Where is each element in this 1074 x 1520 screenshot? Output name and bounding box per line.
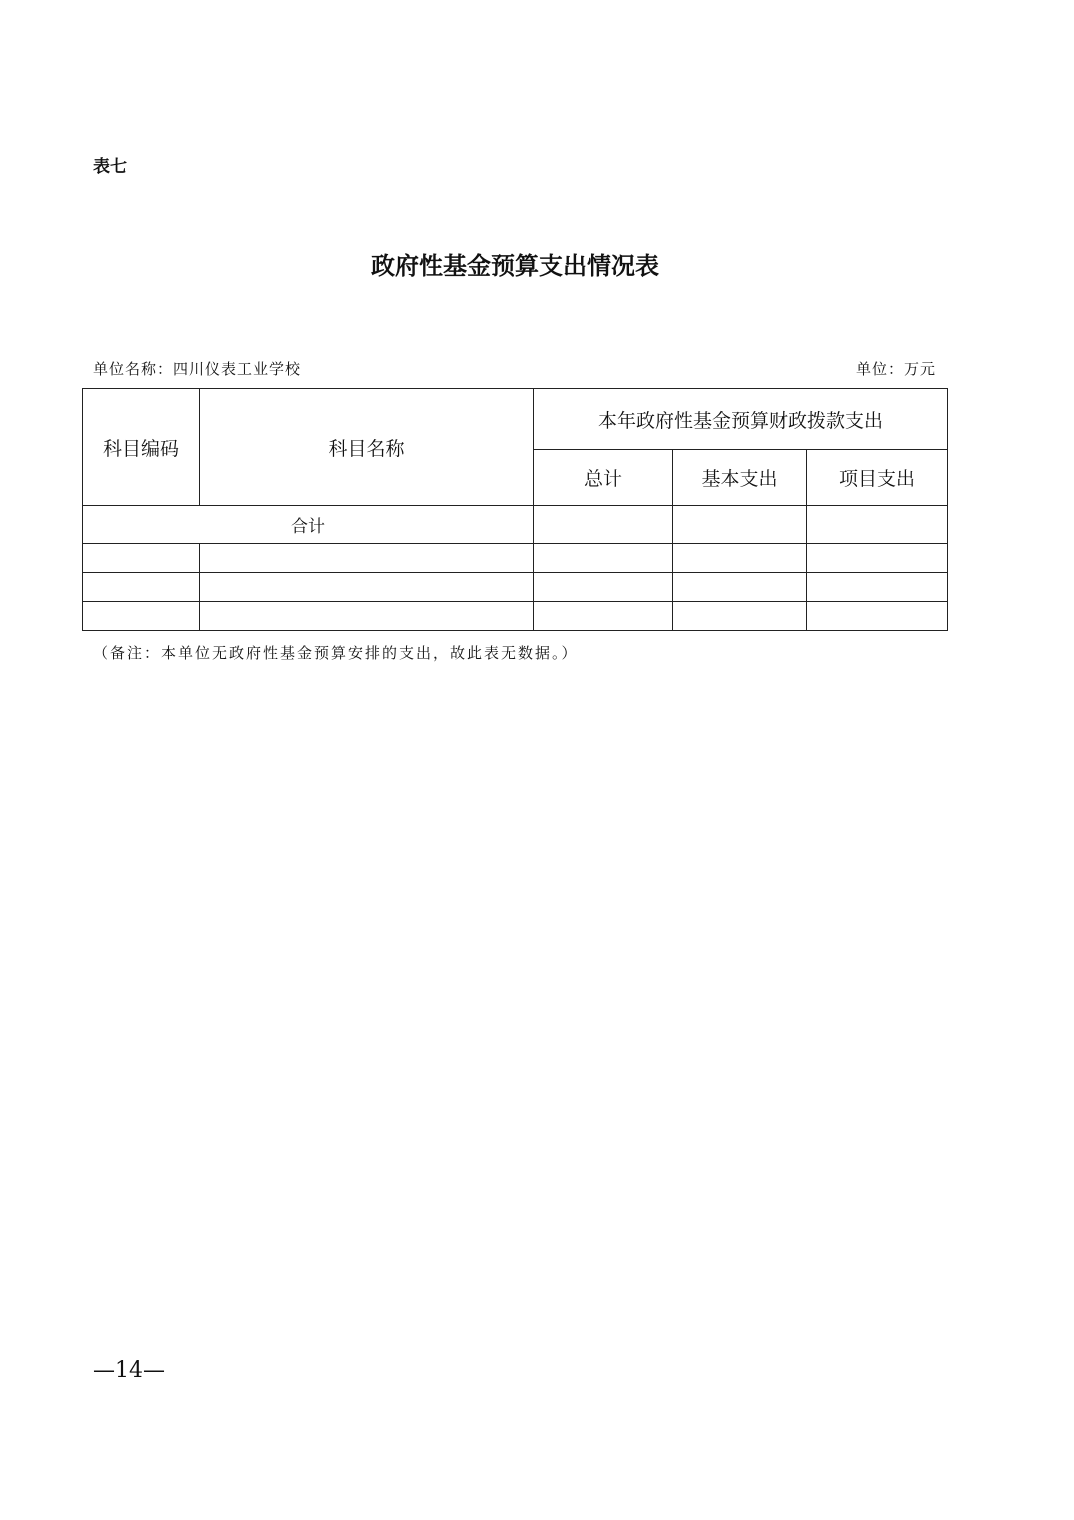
table-cell [83,544,200,573]
col-header-total: 总计 [534,450,673,506]
total-row [83,506,948,544]
col-header-group: 本年政府性基金预算财政拨款支出 [534,389,948,450]
table-cell [83,602,200,631]
table-cell [200,544,534,573]
total-cell [534,506,673,544]
table-cell [807,544,948,573]
page-title: 政府性基金预算支出情况表 [371,251,659,280]
col-header-code: 科目编码 [83,389,200,506]
page-number: —14— [93,1358,165,1383]
table-cell [673,544,807,573]
table-cell [807,602,948,631]
table-row [83,602,948,631]
remark-note: （备注：本单位无政府性基金预算安排的支出，故此表无数据。） [93,644,579,662]
table-cell [534,602,673,631]
total-cell [807,506,948,544]
unit-name: 单位名称：四川仪表工业学校 [93,360,302,378]
table-cell [534,544,673,573]
budget-table [82,388,948,631]
total-cell [673,506,807,544]
col-header-project: 项目支出 [807,450,948,506]
table-cell [673,573,807,602]
col-header-basic: 基本支出 [673,450,807,506]
col-header-name: 科目名称 [200,389,534,506]
table-cell [807,573,948,602]
header-row [83,389,948,450]
table-cell [673,602,807,631]
unit-label: 单位：万元 [855,360,936,378]
table-cell [200,573,534,602]
table-label: 表七 [93,157,127,177]
table-row [83,573,948,602]
table-cell [200,602,534,631]
table-cell [83,573,200,602]
table-cell [534,573,673,602]
table-row [83,544,948,573]
total-label: 合计 [83,506,534,544]
